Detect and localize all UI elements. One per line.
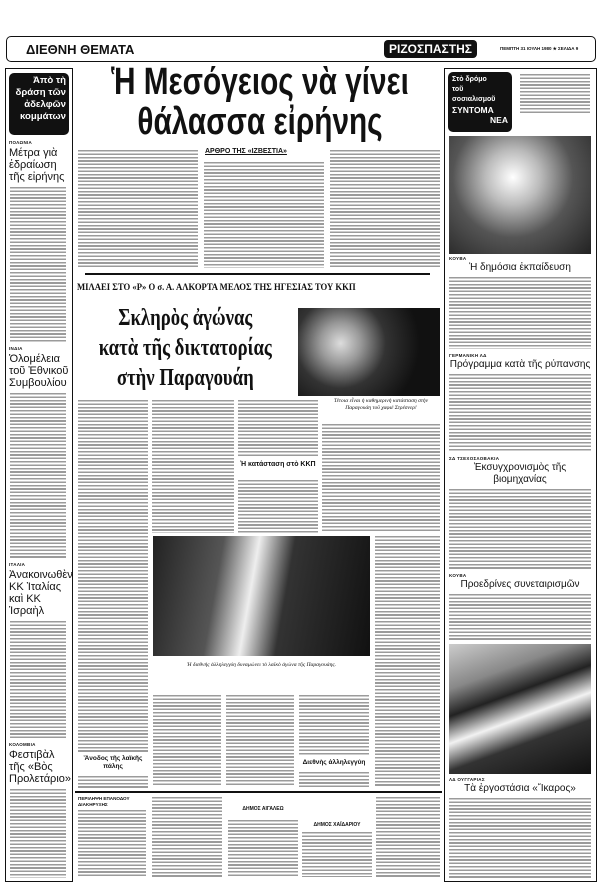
left-item-title: Μέτρα γιὰ ἑδραίωση τῆς εἰρήνης xyxy=(9,147,65,183)
notice-title: ΔΗΜΟΣ ΧΑΪΔΑΡΙΟΥ xyxy=(313,822,361,828)
subhead-rise: Ἄνοδος τῆς λαϊκῆς πάλης xyxy=(83,755,143,770)
right-item-body xyxy=(449,594,591,640)
headline-line: Σκληρὸς ἀγώνας xyxy=(118,305,253,331)
photo-caption: Ἡ διεθνὴς ἀλληλεγγύη δυναμώνει τὸ λαϊκὸ ἀγώνα τῆς Παραγουάης. xyxy=(186,662,337,668)
left-item-body xyxy=(10,789,66,878)
right-item-country: ΛΔ ΟΥΓΓΑΡΙΑΣ xyxy=(449,777,485,782)
divider xyxy=(75,791,442,793)
right-item-body xyxy=(449,798,591,878)
lead-body-col2 xyxy=(204,162,324,268)
right-item-country: ΚΟΥΒΑ xyxy=(449,573,467,578)
headline-line: κατὰ τῆς δικτατορίας xyxy=(98,335,272,361)
badge-line: ΣΥΝΤΟΜΑ xyxy=(452,105,494,115)
left-item-country: ΚΟΛΟΜΒΙΑ xyxy=(9,741,36,747)
interview-body xyxy=(153,695,221,787)
right-item-title: Πρόγραμμα κατὰ τῆς ρύπανσης xyxy=(449,359,591,370)
lead-body-col1 xyxy=(78,150,198,268)
subhead-kkp: Ἡ κατάσταση στὸ ΚΚΠ xyxy=(240,461,316,468)
left-item-country: ΙΝΔΙΑ xyxy=(9,346,23,352)
right-intro-text xyxy=(520,74,590,114)
interview-body xyxy=(238,400,318,458)
right-item-title: Προεδρίνες συνεταιρισμῶν xyxy=(460,579,580,590)
notice-body xyxy=(302,832,372,877)
left-item-country: ΠΟΛΩΝΙΑ xyxy=(9,140,33,145)
headline-line: στὴν Παραγουάη xyxy=(116,365,254,391)
photo-caption: Τέτοια εἶναι ἡ καθημερινὴ κατάσταση στὴν Παραγουάη τοῦ χαφιέ Στρέσνερ! xyxy=(333,398,429,411)
right-column-badge xyxy=(448,72,512,132)
interview-body xyxy=(299,695,369,755)
subhead-solidarity: Διεθνὴς ἀλληλεγγύη xyxy=(302,759,366,766)
left-item-title: Φεστιβὰλ τῆς «Βὸς Προλετάριο» xyxy=(9,748,71,785)
notice-title: ΠΕΡΙΛΗΨΗ ΕΠΑΝΟΔΟΥ ΔΙΑΚΗΡΥΞΗΣ xyxy=(78,796,130,807)
interview-body xyxy=(322,424,440,533)
right-item-title: Ἡ δημόσια ἐκπαίδευση xyxy=(469,262,571,273)
left-item-country: ΙΤΑΛΙΑ xyxy=(9,562,26,568)
left-item-title: Ὀλομέλεια τοῦ Ἐθνικοῦ Συμβουλίου xyxy=(9,353,69,390)
right-item-title: Τὰ ἐργοστάσια «Ἴκαρος» xyxy=(464,783,576,794)
lead-kicker: ΑΡΘΡΟ ΤΗΣ «ΙΖΒΕΣΤΙΑ» xyxy=(205,148,287,155)
interview-headline xyxy=(80,303,291,393)
notice-body xyxy=(152,797,222,877)
interview-body xyxy=(152,400,234,533)
ikarus-factory-photo xyxy=(449,644,591,774)
badge-line: σοσιαλισμοῦ xyxy=(452,96,496,103)
right-item-country: ΓΕΡΜΑΝΙΚΗ ΛΔ xyxy=(449,353,487,358)
right-item-body xyxy=(449,374,591,452)
right-item-title: Ἐκσυγχρονισμὸς τῆς βιομηχανίας xyxy=(473,462,567,485)
interview-body xyxy=(226,695,294,787)
dateline: ΠΕΜΠΤΗ 31 ΙΟΥΛΗ 1980 ★ ΣΕΛΙΔΑ 9 xyxy=(500,46,579,51)
paraguay-photo xyxy=(298,308,440,396)
divider xyxy=(85,273,430,275)
right-column-items xyxy=(449,256,591,878)
interview-headline-wrap xyxy=(80,303,292,395)
left-column-items xyxy=(9,140,71,878)
left-column-badge: Ἀπὸ τὴ δράση τῶν ἀδελφῶν κομμάτων xyxy=(9,73,69,135)
lead-headline-wrap xyxy=(76,62,444,144)
badge-line: ΝΕΑ xyxy=(490,115,508,125)
badge-line: Στὸ δρόμο xyxy=(452,76,487,83)
interview-body xyxy=(78,400,148,752)
solidarity-photo xyxy=(153,536,370,656)
notice-body xyxy=(228,820,298,877)
cuba-school-photo xyxy=(449,136,591,254)
badge-line: τοῦ xyxy=(452,86,464,93)
left-item-body xyxy=(10,187,66,342)
left-item-title: Ἀνακοινωθὲν ΚΚ Ἰταλίας καὶ ΚΚ Ἰσραὴλ xyxy=(9,569,73,618)
interview-body xyxy=(78,776,148,788)
notice-title: ΔΗΜΟΣ ΑΙΓΑΛΕΩ xyxy=(242,806,284,812)
interview-body xyxy=(238,480,318,533)
left-item-body xyxy=(10,393,66,558)
masthead-logo: ΡΙΖΟΣΠΑΣΤΗΣ xyxy=(384,40,477,58)
interview-kicker: ΜΙΛΑΕΙ ΣΤΟ «Ρ» Ο σ. Α. ΑΛΚΟΡΤΑ ΜΕΛΟΣ ΤΗΣ ΗΓΕΣΙΑΣ ΤΟΥ ΚΚΠ xyxy=(77,283,356,293)
interview-body xyxy=(299,772,369,787)
right-item-body xyxy=(449,489,591,569)
lead-headline: Ἡ Μεσόγειος νὰ γίνει θάλασσα εἰρήνης xyxy=(111,61,409,143)
right-item-body xyxy=(449,277,591,349)
lead-body-col3 xyxy=(330,150,440,268)
section-title: ΔΙΕΘΝΗ ΘΕΜΑΤΑ xyxy=(26,42,135,57)
notice-body xyxy=(376,797,440,877)
interview-body xyxy=(375,536,440,786)
right-item-country: ΣΔ ΤΣΕΧΟΣΛΟΒΑΚΙΑ xyxy=(449,456,500,461)
notice-body xyxy=(78,810,146,877)
left-item-body xyxy=(10,621,66,737)
right-item-country: ΚΟΥΒΑ xyxy=(449,256,467,261)
